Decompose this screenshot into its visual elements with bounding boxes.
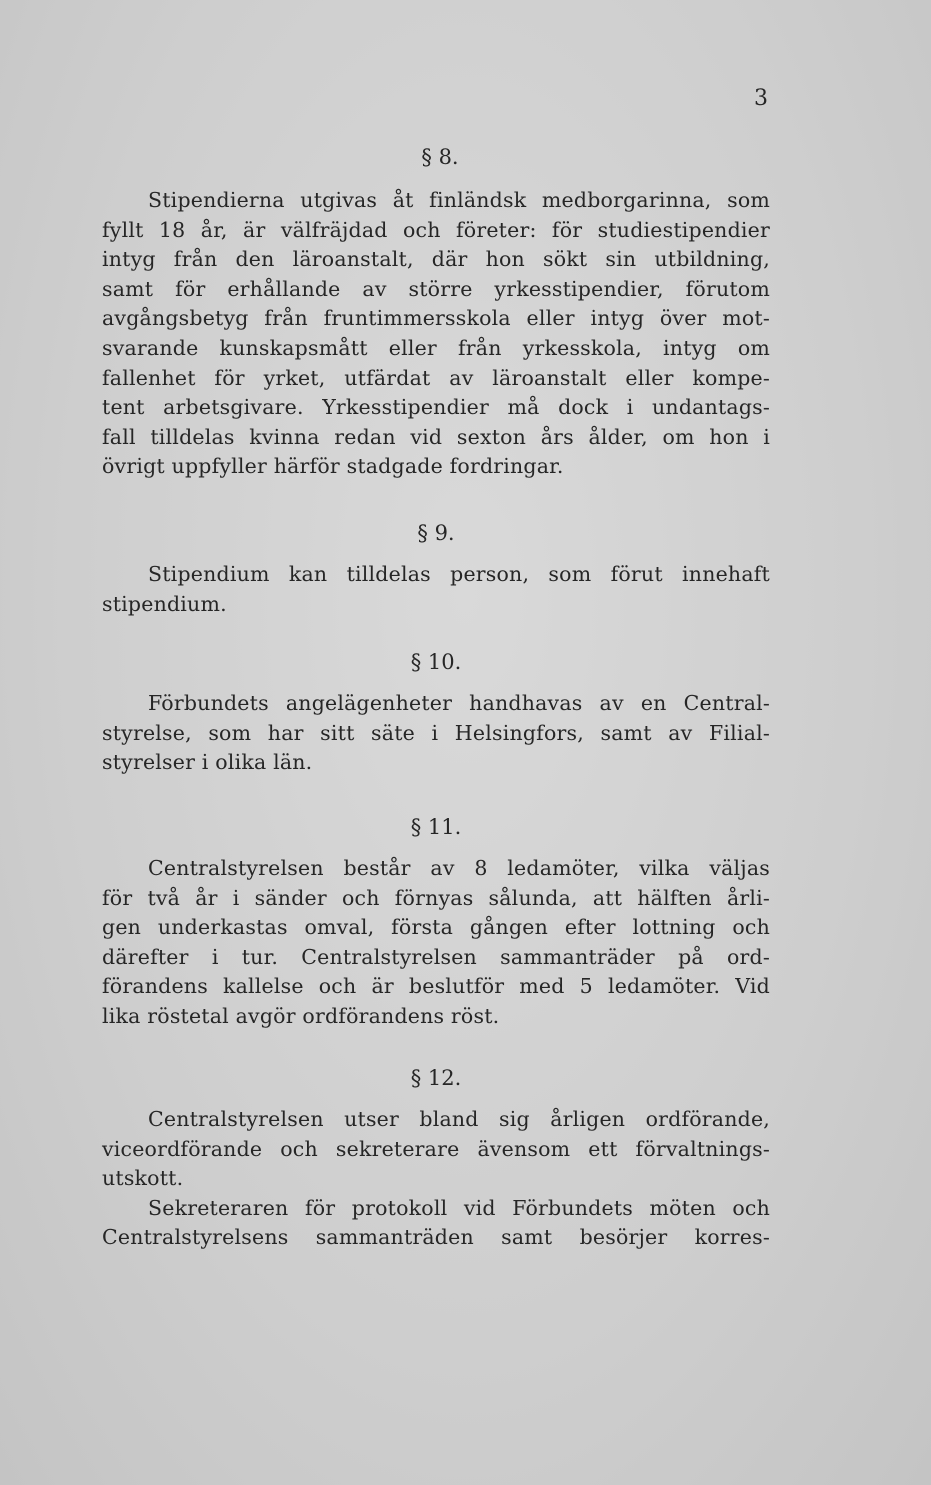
text-line: stipendium. bbox=[102, 591, 227, 616]
text-line: svarande kunskapsmått eller från yrkesskola, intyg om bbox=[102, 335, 770, 360]
section-9 bbox=[102, 518, 770, 619]
text-line: förandens kallelse och är beslutför med 5 ledamöter. Vid bbox=[102, 974, 770, 999]
text-line: fyllt 18 år, är välfräjdad och företer: för studiestipendier bbox=[102, 217, 770, 242]
paragraph bbox=[102, 689, 770, 778]
paragraph bbox=[102, 560, 770, 619]
text-line: Sekreteraren för protokoll vid Förbundets möten och bbox=[148, 1195, 770, 1220]
text-line: Centralstyrelsen består av 8 ledamöter, vilka väljas bbox=[148, 856, 770, 880]
text-line: samt för erhållande av större yrkesstipendier, förutom bbox=[102, 276, 770, 301]
section-12 bbox=[102, 1063, 770, 1253]
text-line: övrigt uppfyller härför stadgade fordringar. bbox=[102, 454, 564, 479]
text-line: gen underkastas omval, första gången efter lottning och bbox=[102, 915, 770, 940]
text-line: styrelse, som har sitt säte i Helsingfors, samt av Filial- bbox=[102, 720, 770, 745]
text-line: utskott. bbox=[102, 1166, 184, 1191]
text-line: Stipendierna utgivas åt finländsk medborgarinna, som bbox=[148, 188, 770, 212]
text-line: intyg från den läroanstalt, där hon sökt sin utbildning, bbox=[102, 247, 770, 272]
paragraph bbox=[102, 1194, 770, 1253]
text-line: fallenhet för yrket, utfärdat av läroanstalt eller kompe- bbox=[102, 365, 770, 390]
section-11 bbox=[102, 812, 770, 1032]
section-heading: § 8. bbox=[421, 145, 459, 169]
paragraph bbox=[102, 854, 770, 1032]
section-heading: § 9. bbox=[417, 521, 455, 545]
text-line: Stipendium kan tilldelas person, som förut innehaft bbox=[148, 562, 770, 586]
section-10 bbox=[102, 647, 770, 778]
section-heading: § 10. bbox=[410, 650, 462, 674]
text-line: därefter i tur. Centralstyrelsen sammanträder på ord- bbox=[102, 944, 770, 969]
text-line: Centralstyrelsens sammanträden samt besörjer korres- bbox=[102, 1225, 770, 1250]
text-line: viceordförande och sekreterare ävensom ett förvaltnings- bbox=[102, 1136, 770, 1161]
page-number: 3 bbox=[754, 86, 768, 111]
text-line: lika röstetal avgör ordförandens röst. bbox=[102, 1003, 500, 1028]
text-line: Centralstyrelsen utser bland sig årligen ordförande, bbox=[148, 1107, 770, 1131]
section-heading: § 12. bbox=[410, 1066, 462, 1090]
section-heading: § 11. bbox=[410, 815, 462, 839]
text-line: styrelser i olika län. bbox=[102, 750, 313, 775]
paragraph bbox=[102, 1105, 770, 1194]
text-line: avgångsbetyg från fruntimmersskola eller intyg över mot- bbox=[102, 306, 770, 331]
paragraph bbox=[102, 186, 770, 482]
text-line: fall tilldelas kvinna redan vid sexton års ålder, om hon i bbox=[102, 424, 770, 449]
text-line: för två år i sänder och förnyas sålunda, att hälften årli- bbox=[102, 885, 770, 910]
text-line: tent arbetsgivare. Yrkesstipendier må dock i undantags- bbox=[102, 395, 770, 420]
text-line: Förbundets angelägenheter handhavas av en Central- bbox=[148, 691, 770, 715]
section-8 bbox=[102, 142, 770, 482]
